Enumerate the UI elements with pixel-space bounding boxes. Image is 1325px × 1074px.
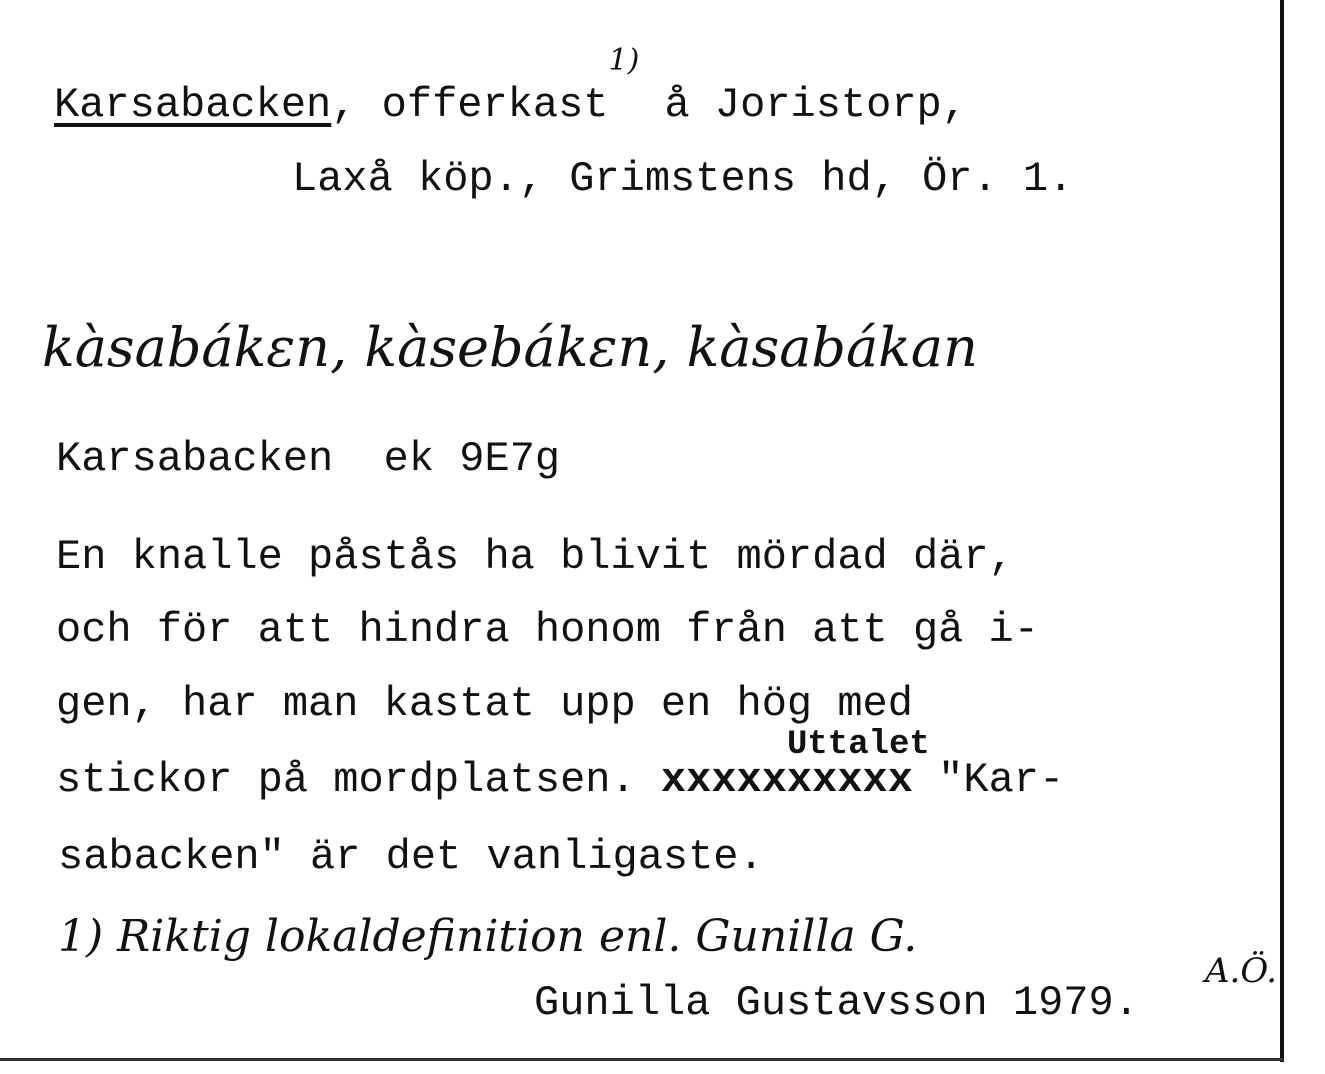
body-line-4 (56, 756, 1065, 804)
handwritten-footnote: 1) Riktig lokaldefinition enl. Gunilla G. (58, 911, 918, 962)
pronunciation-form-2: kàsebákɛn (364, 316, 653, 379)
reference-line (56, 435, 561, 483)
handwritten-initials: A.Ö. (1205, 951, 1278, 991)
header-line-1-end: å Joristorp, (639, 81, 967, 129)
body-line-2: och för att hindra honom från att gå i- (56, 606, 1039, 654)
header-line-1-text: , offerkast (331, 81, 609, 129)
struck-out-word: xxxxxxxxxx (660, 756, 913, 804)
place-name-heading: Karsabacken (54, 81, 332, 129)
map-reference-code: ek 9E7g (383, 435, 561, 483)
reference-name: Karsabacken (56, 435, 334, 483)
pronunciation-form-1: kàsabákɛn (42, 316, 331, 379)
card-bottom-border (0, 1058, 1284, 1061)
footnote-marker: 1) (608, 43, 640, 78)
body-line-3: gen, har man kastat upp en hög med (56, 680, 913, 728)
pronunciation-separator-2: , (652, 316, 670, 379)
body-line-5: sabacken" är det vanligaste. (58, 833, 764, 881)
pronunciation-separator-1: , (330, 316, 348, 379)
body-line-4-end: "Kar- (912, 756, 1065, 804)
signature-line: Gunilla Gustavsson 1979. (534, 979, 1139, 1027)
body-line-4-start: stickor på mordplatsen. (56, 756, 661, 804)
card-right-border (1280, 0, 1284, 1062)
body-line-1: En knalle påstås ha blivit mördad där, (56, 533, 1014, 581)
header-line-2: Laxå köp., Grimstens hd, Ör. 1. (292, 155, 1074, 203)
pronunciation-line (42, 318, 978, 378)
inserted-correction: Uttalet (787, 726, 930, 764)
header-line-1 (54, 43, 967, 129)
pronunciation-form-3: kàsabákan (686, 316, 978, 379)
